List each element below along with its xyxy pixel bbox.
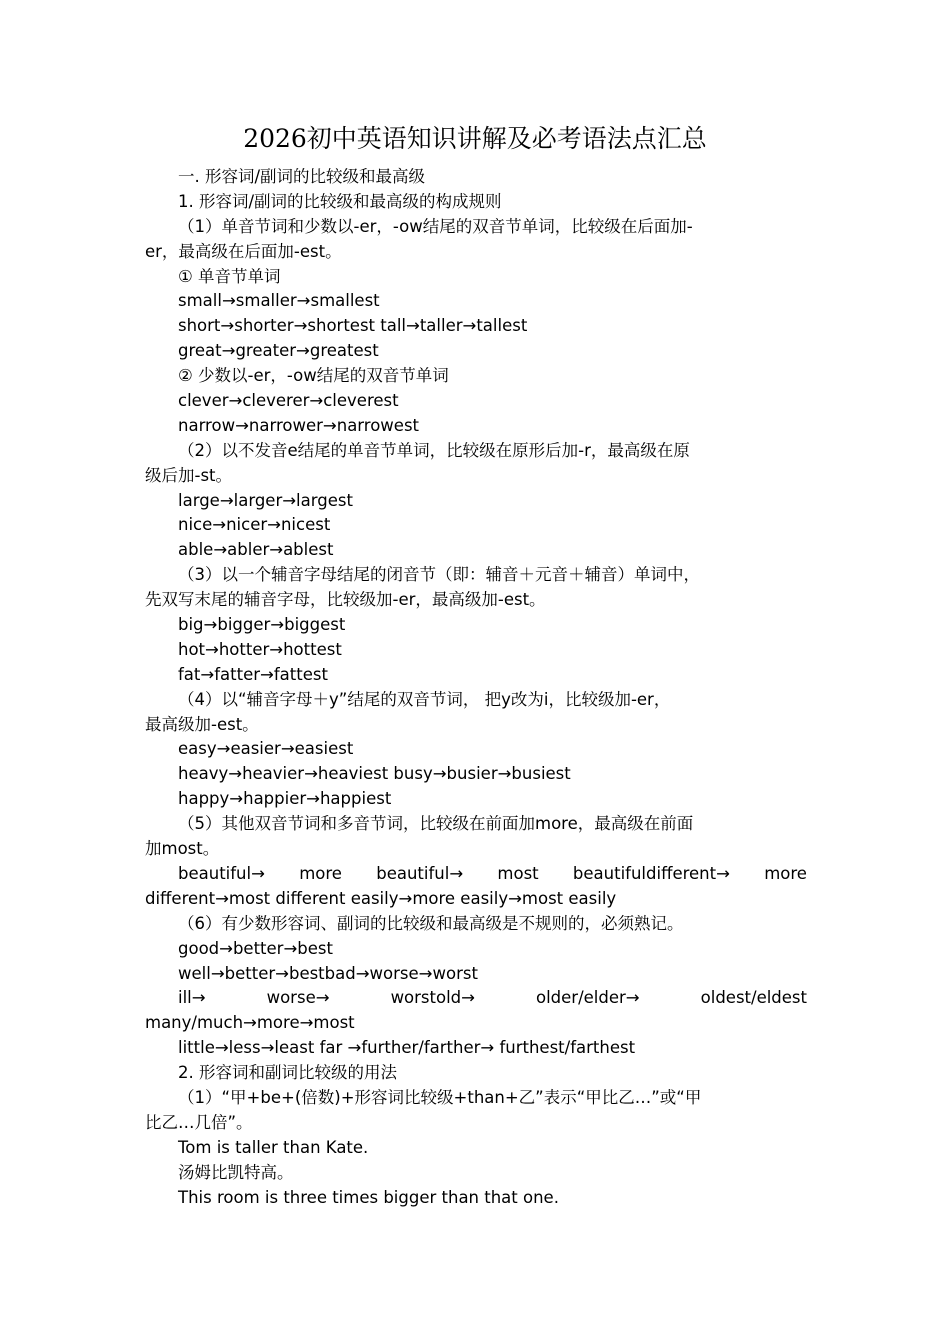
text-line: 比乙…几倍”。 <box>145 1112 253 1132</box>
text-segment: worstold→ <box>390 988 475 1008</box>
text-segment: more <box>764 863 807 883</box>
text-line: （1）“甲+be+(倍数)+形容词比较级+than+乙”表示“甲比乙…”或“甲 <box>178 1087 702 1107</box>
text-line: 级后加-st。 <box>145 465 233 485</box>
text-line: 加most。 <box>145 839 220 859</box>
text-line: big→bigger→biggest <box>178 615 346 635</box>
text-line: small→smaller→smallest <box>178 291 380 311</box>
document-title: 2026初中英语知识讲解及必考语法点汇总 <box>243 124 707 153</box>
text-line: ① 单音节单词 <box>178 266 281 286</box>
text-segment: beautiful→ <box>178 863 265 883</box>
text-line: 汤姆比凯特高。 <box>178 1162 294 1182</box>
text-line: large→larger→largest <box>178 490 353 510</box>
text-line: ② 少数以-er，-ow结尾的双音节单词 <box>178 366 449 386</box>
text-line: short→shorter→shortest tall→taller→tallest <box>178 316 528 336</box>
text-line: easy→easier→easiest <box>178 739 354 759</box>
text-line: well→better→bestbad→worse→worst <box>178 963 478 983</box>
text-line: great→greater→greatest <box>178 341 379 361</box>
text-line: er，最高级在后面加-est。 <box>145 241 342 261</box>
text-segment: beautiful→ <box>376 863 464 883</box>
text-segment: beautifuldifferent→ <box>572 863 730 883</box>
text-line: （1）单音节词和少数以-er，-ow结尾的双音节单词，比较级在后面加- <box>178 216 693 236</box>
text-segment: ill→ <box>178 988 206 1008</box>
text-line: 先双写末尾的辅音字母，比较级加-er，最高级加-est。 <box>145 590 546 610</box>
text-line: clever→cleverer→cleverest <box>178 391 399 411</box>
text-line: little→less→least far →further/farther→ furthest/farthest <box>178 1038 636 1058</box>
text-line: （2）以不发音e结尾的单音节单词，比较级在原形后加-r，最高级在原 <box>178 440 690 460</box>
text-line: happy→happier→happiest <box>178 789 392 809</box>
text-line <box>145 986 807 1011</box>
text-line: good→better→best <box>178 938 333 958</box>
text-line: 1. 形容词/副词的比较级和最高级的构成规则 <box>178 191 502 211</box>
text-line: 最高级加-est。 <box>145 714 259 734</box>
text-line: （3）以一个辅音字母结尾的闭音节（即：辅音＋元音＋辅音）单词中， <box>178 565 700 585</box>
text-segment: older/elder→ <box>536 988 640 1008</box>
text-segment: most <box>497 863 539 883</box>
text-line: Tom is taller than Kate. <box>178 1137 369 1157</box>
text-line: able→abler→ablest <box>178 540 334 560</box>
text-line: 一. 形容词/副词的比较级和最高级 <box>178 167 426 186</box>
text-line: This room is three times bigger than that one. <box>178 1187 559 1207</box>
text-line <box>145 862 807 887</box>
text-line: （4）以“辅音字母＋y”结尾的双音节词， 把y改为i，比较级加-er， <box>178 689 671 709</box>
document-body <box>145 165 807 1210</box>
text-line: 2. 形容词和副词比较级的用法 <box>178 1063 397 1083</box>
text-segment: more <box>299 863 342 883</box>
text-line: （6）有少数形容词、副词的比较级和最高级是不规则的，必须熟记。 <box>178 913 684 933</box>
text-line: hot→hotter→hottest <box>178 639 342 659</box>
text-line: （5）其他双音节词和多音节词，比较级在前面加more，最高级在前面 <box>178 814 694 834</box>
text-line: fat→fatter→fattest <box>178 664 328 684</box>
text-line: narrow→narrower→narrowest <box>178 415 420 435</box>
text-line: different→most different easily→more easily→most easily <box>145 888 617 908</box>
text-line: heavy→heavier→heaviest busy→busier→busiest <box>178 764 571 784</box>
text-segment: worse→ <box>266 988 330 1008</box>
text-segment: oldest/eldest <box>700 988 807 1008</box>
text-line: nice→nicer→nicest <box>178 515 331 535</box>
text-line: many/much→more→most <box>145 1013 355 1033</box>
